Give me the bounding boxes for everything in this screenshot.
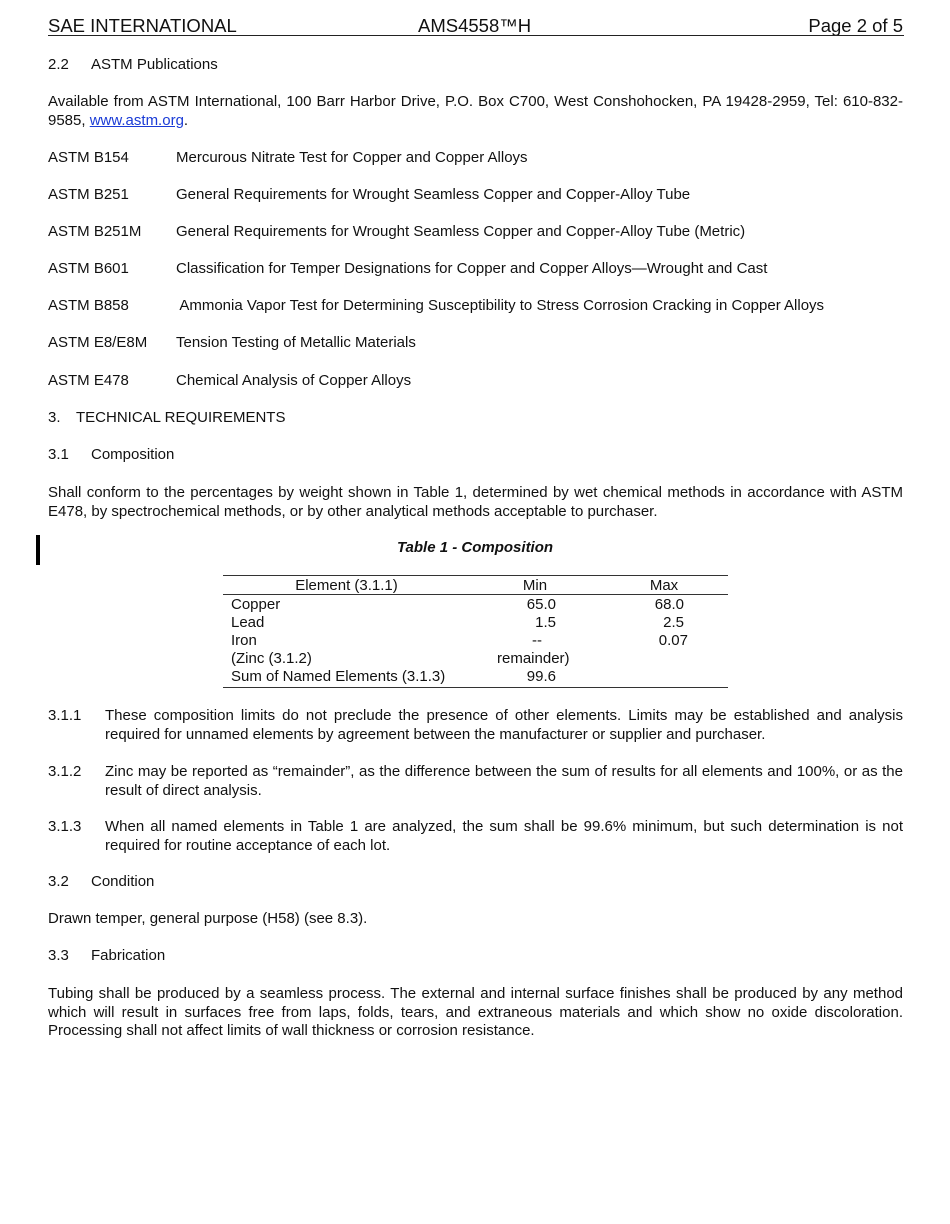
table-cell-min: remainder) [497,650,570,667]
section-3-number: 3. [48,409,61,426]
ref-code: ASTM B251M [48,223,142,240]
table-cell-element: (Zinc (3.1.2) [231,650,312,667]
ref-title: Chemical Analysis of Copper Alloys [176,372,412,389]
subsection-text: When all named elements in Table 1 are analyzed, the sum shall be 99.6% minimum, but such determination is not required for routine acceptance of each lot. [105,818,903,854]
section-2-2-title: ASTM Publications [91,56,218,73]
subsection-3-1-1 [48,707,903,747]
ref-code: ASTM E8/E8M [48,334,148,351]
astm-availability-text: Available from ASTM International, 100 Barr Harbor Drive, P.O. Box C700, West Conshohocken, PA 19428-2959, Tel: 610-832-9585, [48,93,903,129]
table-header-element: Element (3.1.1) [295,577,398,594]
header-rule [48,35,904,36]
section-3-3-text: Tubing shall be produced by a seamless process. The external and internal surface finishes shall be produced by any method which will result in surfaces free from laps, folds, tears, and extraneous materials and which show no oxide discoloration. Processing shall not affect limits of wall thickness or corrosion resistance. [48,985,903,1039]
subsection-text: These composition limits do not preclude the presence of other elements. Limits may be established and analysis required for unnamed elements by agreement between the manufacturer or supplier and purchaser. [105,707,903,743]
table-caption: Table 1 - Composition [396,539,554,556]
table-cell-min: 99.6 [526,668,556,685]
subsection-number: 3.1.3 [48,818,82,835]
subsection-3-1-2 [48,763,903,803]
astm-website-link[interactable]: www.astm.org [89,111,184,129]
table-cell-element: Iron [231,632,257,649]
table-top-rule [223,575,728,576]
table-cell-element: Sum of Named Elements (3.1.3) [231,668,446,685]
ref-code: ASTM E478 [48,372,129,389]
subsection-text: Zinc may be reported as “remainder”, as the difference between the sum of results for all elements and 100%, or as the result of direct analysis. [105,763,903,799]
ref-code: ASTM B154 [48,149,129,166]
table-cell-max: 0.07 [658,632,688,649]
section-3-1-number: 3.1 [48,446,69,463]
table-cell-min: 65.0 [526,596,556,613]
ref-code: ASTM B251 [48,186,129,203]
subsection-3-1-3 [48,818,903,858]
ref-title: Tension Testing of Metallic Materials [176,334,416,351]
header-page-number: Page 2 of 5 [808,15,903,36]
header-doc-number: AMS4558™H [418,15,532,36]
subsection-number: 3.1.2 [48,763,82,780]
ref-title: Classification for Temper Designations for Copper and Copper Alloys—Wrought and Cast [176,260,768,277]
section-3-2-title: Condition [91,873,155,890]
section-2-2-number: 2.2 [48,56,69,73]
table-header-min: Min [522,577,548,594]
table-cell-min: 1.5 [535,614,556,631]
ref-title: Mercurous Nitrate Test for Copper and Copper Alloys [176,149,528,166]
header-org: SAE INTERNATIONAL [48,15,237,36]
ref-title: General Requirements for Wrought Seamless Copper and Copper-Alloy Tube [176,186,691,203]
table-cell-min: -- [532,632,542,649]
table-bottom-rule [223,687,728,688]
table-header-max: Max [649,577,679,594]
table-cell-element: Copper [231,596,281,613]
astm-availability-paragraph [48,93,903,130]
section-3-1-text: Shall conform to the percentages by weight shown in Table 1, determined by wet chemical methods in accordance with ASTM E478, by spectrochemical methods, or by other analytical methods acceptable to purchaser. [48,484,903,520]
table-header-rule [223,594,728,595]
table-cell-max: 68.0 [654,596,684,613]
subsection-number: 3.1.1 [48,707,82,724]
section-3-2-text: Drawn temper, general purpose (H58) (see 8.3). [48,910,368,927]
ref-code: ASTM B858 [48,297,129,314]
ref-title: Ammonia Vapor Test for Determining Susceptibility to Stress Corrosion Cracking in Copper Alloys [176,297,825,314]
section-3-3-title: Fabrication [91,947,166,964]
ref-code: ASTM B601 [48,260,129,277]
section-3-1-title: Composition [91,446,175,463]
section-3-3-number: 3.3 [48,947,69,964]
table-cell-max: 2.5 [663,614,684,631]
section-3-title: TECHNICAL REQUIREMENTS [76,409,286,426]
table-cell-element: Lead [231,614,265,631]
astm-availability-end: . [183,111,189,129]
ref-title: General Requirements for Wrought Seamless Copper and Copper-Alloy Tube (Metric) [176,223,746,240]
section-3-2-number: 3.2 [48,873,69,890]
